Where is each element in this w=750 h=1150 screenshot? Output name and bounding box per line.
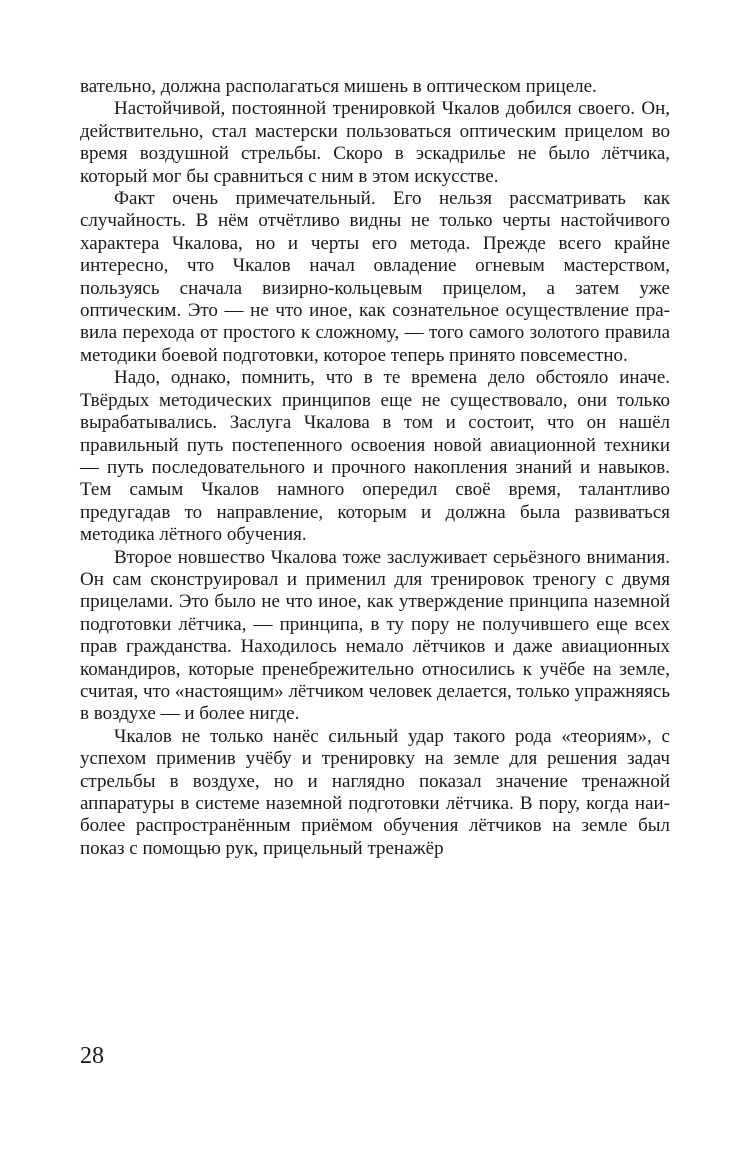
paragraph: Настойчивой, постоянной тренировкой Чкалов добился своего. Он, действительно, стал мастерски пользоваться оптическим прицелом во время воздушной стрельбы. Скоро в эскадрилье не было лётчика, который мог бы сравниться с ним в этом искусстве.: [80, 98, 670, 187]
paragraph: Второе новшество Чкалова тоже заслуживает серьёзного внимания. Он сам сконструировал и применил для тренировок треногу с двумя прицелами. Это было не что иное, как утверждение принципа наземной подготовки лётчика, — принципа, в ту пору не получившего еще всех прав гражданства. Находилось немало лётчиков и даже авиационных командиров, которые пренебрежительно относились к учёбе на земле, считая, что «настоящим» лётчиком человек делается, только упражняясь в воздухе — и более нигде.: [80, 546, 670, 725]
paragraph: Факт очень примечательный. Его нельзя рассматривать как случайность. В нём отчётливо видны не только черты настойчивого характера Чкалова, но и черты его метода. Прежде всего крайне интересно, что Чкалов начал овладение огневым мастерством, пользуясь сначала визирно-кольцевым прицелом, а затем уже оптическим. Это — не что иное, как сознательное осуществление правила перехода от простого к сложному, — того самого золотого правила методики боевой подготовки, которое теперь принято повсеместно.: [80, 188, 670, 366]
paragraph: Надо, однако, помнить, что в те времена дело обстояло иначе. Твёрдых методических принципов еще не существовало, они только вырабатывались. Заслуга Чкалова в том и состоит, что он нашёл правильный путь постепенного освоения новой авиационной техники — путь последовательного и прочного накопления знаний и навыков. Тем самым Чкалов намного опередил своё время, талантливо предугадав то направление, которым и должна была развиваться методика лётного обучения.: [80, 367, 670, 546]
page-text: [80, 76, 670, 860]
page-number: 28: [80, 1043, 104, 1069]
paragraph-continued: вательно, должна располагаться мишень в оптическом прицеле.: [80, 76, 597, 97]
paragraph: Чкалов не только нанёс сильный удар такого рода «теориям», с успехом применив учёбу и тренировку на земле для решения задач стрельбы в воздухе, но и наглядно показал значение тренажной аппаратуры в системе наземной подготовки лётчика. В пору, когда наиболее распространённым приёмом обучения лётчиков на земле был показ с помощью рук, прицельный тренажёр: [80, 725, 670, 859]
